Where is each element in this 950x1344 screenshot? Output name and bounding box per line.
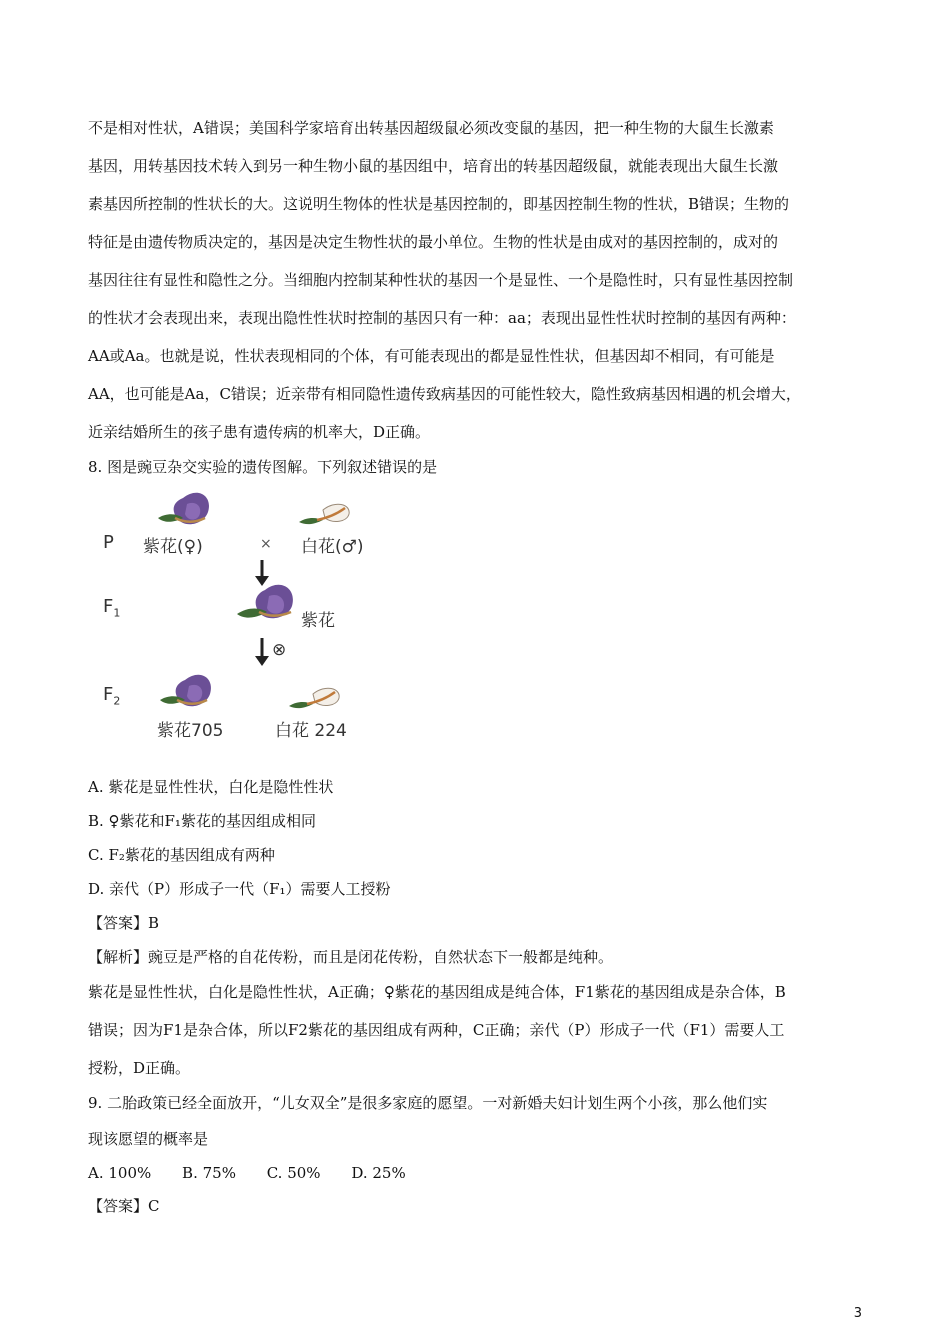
q8-analysis-line: 授粉，D正确。	[88, 1059, 191, 1077]
white-flower-icon	[299, 504, 349, 524]
f2-white-count: 白花 224	[275, 721, 347, 741]
q9-answer: 【答案】C	[88, 1197, 160, 1215]
prev-explanation-line: 特征是由遗传物质决定的，基因是决定生物性状的最小单位。生物的性状是由成对的基因控制的，成对的	[88, 233, 779, 251]
q8-stem: 8. 图是豌豆杂交实验的遗传图解。下列叙述错误的是	[88, 458, 438, 476]
q9-option-c: C. 50%	[266, 1164, 321, 1182]
q9-option-a: A. 100%	[88, 1164, 152, 1182]
page-number: 3	[853, 1306, 862, 1321]
q8-option-d: D. 亲代（P）形成子一代（F₁）需要人工授粉	[88, 880, 391, 898]
q9-stem-line: 9. 二胎政策已经全面放开，“儿女双全”是很多家庭的愿望。一对新婚夫妇计划生两个小孩，那么他们实	[88, 1094, 768, 1112]
q9-option-d: D. 25%	[351, 1164, 406, 1182]
q8-option-b: B. ♀紫花和F₁紫花的基因组成相同	[88, 812, 316, 830]
purple-flower-icon	[237, 585, 293, 618]
q8-option-a: A. 紫花是显性性状，白化是隐性性状	[88, 778, 334, 796]
q8-analysis-line: 紫花是显性性状，白化是隐性性状，A正确；♀紫花的基因组成是纯合体，F1紫花的基因组成是杂合体，B	[88, 983, 786, 1001]
q8-analysis-head: 【解析】豌豆是严格的自花传粉，而且是闭花传粉，自然状态下一般都是纯种。	[88, 948, 614, 966]
q8-option-c: C. F₂紫花的基因组成有两种	[88, 846, 275, 864]
generation-f1-label: $F_1$	[103, 596, 121, 620]
purple-flower-icon	[160, 675, 211, 707]
white-flower-icon	[289, 688, 339, 708]
prev-explanation-line: 基因往往有显性和隐性之分。当细胞内控制某种性状的基因一个是显性、一个是隐性时，只有显性基因控制	[88, 271, 794, 289]
pea-cross-diagram	[95, 480, 425, 750]
prev-explanation-line: 的性状才会表现出来，表现出隐性性状时控制的基因只有一种：aa；表现出显性性状时控制的基因有两种：	[88, 309, 796, 327]
self-pollination-sign: ⊗	[272, 640, 287, 660]
p-male-label: 白花(♂)	[301, 537, 364, 557]
prev-explanation-line: 近亲结婚所生的孩子患有遗传病的机率大，D正确。	[88, 423, 431, 441]
q8-answer: 【答案】B	[88, 914, 160, 932]
prev-explanation-line: 素基因所控制的性状长的大。这说明生物体的性状是基因控制的，即基因控制生物的性状，B错误；生物的	[88, 195, 790, 213]
prev-explanation-line: AA，也可能是Aa，C错误；近亲带有相同隐性遗传致病基因的可能性较大，隐性致病基因相遇的机会增大，	[88, 385, 801, 403]
purple-flower-icon	[158, 493, 209, 525]
generation-p-label: P	[103, 532, 114, 553]
q9-option-b: B. 75%	[182, 1164, 236, 1182]
prev-explanation-line: 基因，用转基因技术转入到另一种生物小鼠的基因组中，培育出的转基因超级鼠，就能表现出大鼠生长激	[88, 157, 779, 175]
generation-f2-label: $F_2$	[103, 684, 121, 708]
cross-sign: ×	[260, 536, 272, 552]
q9-stem-line: 现该愿望的概率是	[88, 1130, 209, 1148]
q8-analysis-line: 错误；因为F1是杂合体，所以F2紫花的基因组成有两种，C正确；亲代（P）形成子一代（F1）需要人工	[88, 1021, 785, 1039]
f1-flower-label: 紫花	[301, 611, 335, 631]
p-female-label: 紫花(♀)	[143, 537, 203, 557]
pea-cross-illustration	[95, 480, 425, 750]
prev-explanation-line: AA或Aa。也就是说，性状表现相同的个体，有可能表现出的都是显性性状，但基因却不相同，有可能是	[88, 347, 775, 365]
prev-explanation-line: 不是相对性状，A错误；美国科学家培育出转基因超级鼠必须改变鼠的基因，把一种生物的大鼠生长激素	[88, 119, 774, 137]
q9-options	[88, 1163, 432, 1183]
f2-purple-count: 紫花705	[157, 721, 224, 741]
